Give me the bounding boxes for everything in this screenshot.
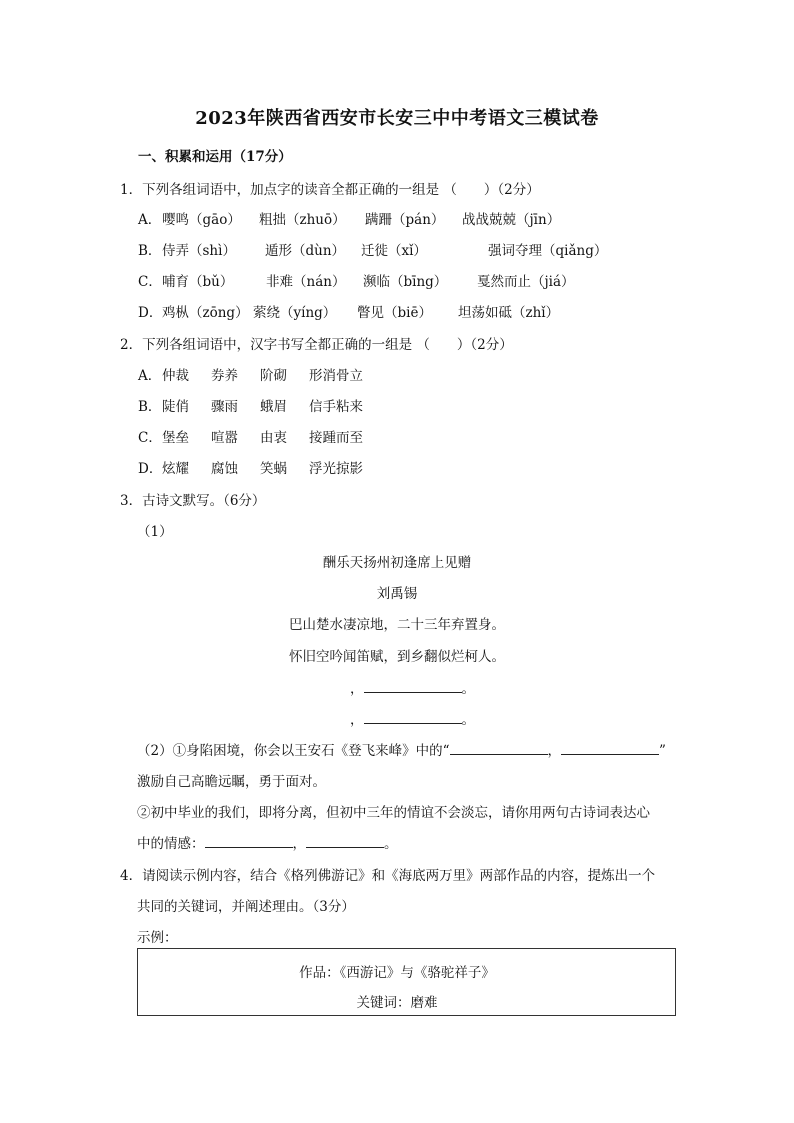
option-item: 瞥见（biē） (357, 305, 432, 321)
option-item: 强词夺理（qiǎng） (488, 243, 608, 259)
period: 。 (384, 836, 398, 852)
separator: ， (292, 836, 306, 852)
example-box-line-2: 关键词：磨难 (356, 995, 438, 1011)
closing-quote: ” (659, 743, 666, 759)
option-item: 哺育（bǔ） (162, 274, 234, 290)
fill-blank[interactable] (364, 680, 462, 693)
option-item: 嘤鸣（gāo） (162, 212, 241, 228)
option-label: D． (138, 461, 163, 477)
option-item: 信手粘来 (309, 399, 363, 415)
option-item: 濒临（bīng） (363, 274, 448, 290)
page-title: 2023年陕西省西安市长安三中中考语文三模试卷 (195, 108, 599, 129)
section-heading: 一、积累和运用（17分） (138, 149, 292, 165)
option-label: D． (138, 305, 163, 321)
option-item: 笑蜗 (260, 461, 287, 477)
comma: ， (350, 712, 364, 728)
sub-question-2-line-2: 激励自己高瞻远瞩，勇于面对。 (137, 774, 326, 790)
option-item: 迁徙（xǐ） (361, 243, 427, 259)
option-item: 阶砌 (260, 368, 287, 384)
poem-line-1: 巴山楚水凄凉地，二十三年弃置身。 (289, 617, 505, 633)
question-2-stem: 2．下列各组词语中，汉字书写全都正确的一组是 （ ）（2分） (120, 337, 513, 353)
option-item: 券养 (211, 368, 238, 384)
example-label: 示例： (137, 930, 178, 946)
fill-blank[interactable] (205, 835, 293, 848)
example-box-line-1: 作品：《西游记》与《骆驼祥子》 (299, 965, 495, 981)
poem-line-2: 怀旧空吟闻笛赋，到乡翻似烂柯人。 (289, 649, 505, 665)
option-item: 由衷 (260, 430, 287, 446)
question-4-stem-line-2: 共同的关键词，并阐述理由。（3分） (137, 899, 355, 915)
option-item: 蛾眉 (260, 399, 287, 415)
option-item: 陡俏 (162, 399, 189, 415)
option-label: A． (138, 368, 162, 384)
option-item: 坦荡如砥（zhǐ） (458, 305, 560, 321)
option-item: 堡垒 (162, 430, 189, 446)
option-item: 炫耀 (162, 461, 189, 477)
option-item: 遁形（dùn） (265, 243, 346, 259)
option-item: 形消骨立 (309, 368, 363, 384)
fill-blank[interactable] (306, 835, 384, 848)
sub-question-1-label: （1） (137, 524, 173, 540)
option-label: C． (138, 274, 162, 290)
poem-author: 刘禹锡 (376, 586, 418, 602)
poem-blank-line-2 (350, 708, 475, 728)
option-item: 喧嚣 (211, 430, 238, 446)
option-label: C． (138, 430, 162, 446)
option-item: 浮光掠影 (309, 461, 363, 477)
question-4-stem-line-1: 4．请阅读示例内容，结合《格列佛游记》和《海底两万里》两部作品的内容，提炼出一个 (120, 868, 656, 884)
question-3-stem: 3．古诗文默写。（6分） (120, 493, 266, 509)
sub-question-2-item-2-line-2 (137, 832, 398, 852)
option-item: 接踵而至 (309, 430, 363, 446)
fill-blank[interactable] (450, 742, 548, 755)
option-label: B． (138, 243, 162, 259)
option-item: 萦绕（yíng） (253, 305, 337, 321)
fill-blank[interactable] (561, 742, 659, 755)
sub-question-2-item-2-line-1: ②初中毕业的我们，即将分离，但初中三年的情谊不会淡忘，请你用两句古诗词表达心 (137, 805, 650, 821)
period: 。 (461, 681, 475, 697)
option-item: 战战兢兢（jīn） (462, 212, 561, 228)
option-item: 侍弄（shì） (162, 243, 236, 259)
poem-blank-line-1 (350, 677, 475, 697)
item-2-prefix: 中的情感： (137, 836, 205, 852)
question-1-stem: 1．下列各组词语中，加点字的读音全都正确的一组是 （ ）（2分） (120, 182, 540, 198)
sub-question-2-prefix: （2）①身陷困境，你会以王安石《登飞来峰》中的“ (137, 743, 450, 759)
option-label: B． (138, 399, 162, 415)
option-label: A． (138, 212, 162, 228)
option-item: 戛然而止（jiá） (477, 274, 575, 290)
sub-question-2-line-1 (137, 739, 666, 759)
option-item: 腐蚀 (211, 461, 238, 477)
option-item: 非难（nán） (266, 274, 346, 290)
comma: ， (350, 681, 364, 697)
period: 。 (461, 712, 475, 728)
poem-title: 酬乐天扬州初逢席上见赠 (322, 555, 472, 571)
separator: ， (547, 743, 561, 759)
fill-blank[interactable] (364, 711, 462, 724)
option-item: 粗拙（zhuō） (259, 212, 346, 228)
option-item: 骤雨 (211, 399, 238, 415)
option-item: 鸡枞（zōng） (162, 305, 249, 321)
option-item: 蹒跚（pán） (365, 212, 445, 228)
option-item: 仲裁 (162, 368, 189, 384)
